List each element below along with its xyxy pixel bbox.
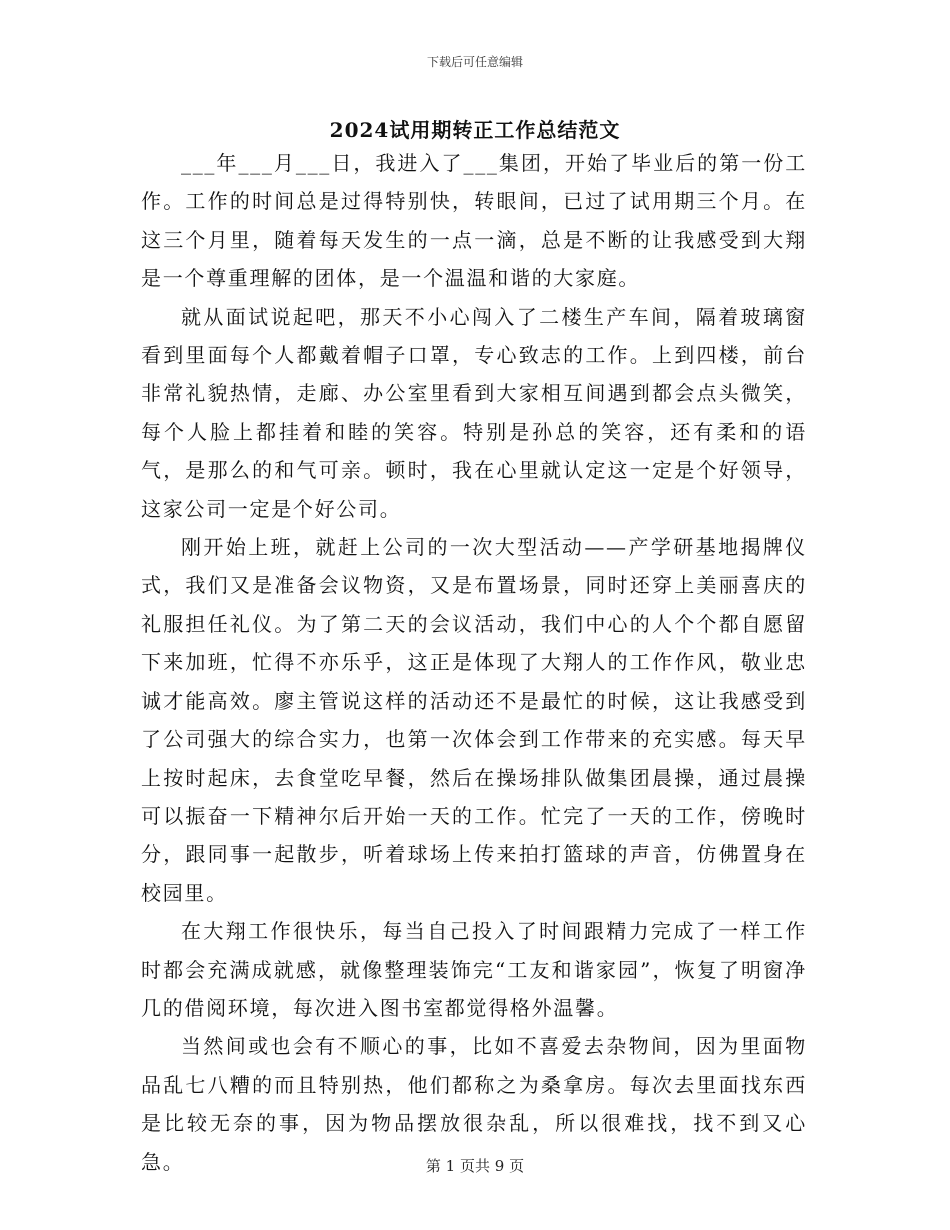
paragraph: 刚开始上班，就赶上公司的一次大型活动——产学研基地揭牌仪式，我们又是准备会议物资，又是布置场景，同时还穿上美丽喜庆的礼服担任礼仪。为了第二天的会议活动，我们中心的人个个都自愿留下来加班，忙得不亦乐乎，这正是体现了大翔人的工作作风，敬业忠诚才能高效。廖主管说这样的活动还不是最忙的时候，这让我感受到了公司强大的综合实力，也第一次体会到工作带来的充实感。每天早上按时起床，去食堂吃早餐，然后在操场排队做集团晨操，通过晨操可以振奋一下精神尔后开始一天的工作。忙完了一天的工作，傍晚时分，跟同事一起散步，听着球场上传来拍打篮球的声音，仿佛置身在校园里。 <box>141 535 807 905</box>
paragraph: 在大翔工作很快乐，每当自己投入了时间跟精力完成了一样工作时都会充满成就感，就像整理装饰完“工友和谐家园”，恢复了明窗净几的借阅环境，每次进入图书室都觉得格外温馨。 <box>141 919 807 1020</box>
paragraph: 就从面试说起吧，那天不小心闯入了二楼生产车间，隔着玻璃窗看到里面每个人都戴着帽子口罩，专心致志的工作。上到四楼，前台非常礼貌热情，走廊、办公室里看到大家相互间遇到都会点头微笑，每个人脸上都挂着和睦的笑容。特别是孙总的笑容，还有柔和的语气，是那么的和气可亲。顿时，我在心里就认定这一定是个好领导，这家公司一定是个好公司。 <box>141 304 807 521</box>
page-number-footer: 第 1 页共 9 页 <box>425 1157 525 1175</box>
document-body <box>141 144 807 1181</box>
header-note: 下载后可任意编辑 <box>426 55 523 69</box>
paragraph: ___年___月___日，我进入了___集团，开始了毕业后的第一份工作。工作的时间总是过得特别快，转眼间，已过了试用期三个月。在这三个月里，随着每天发生的一点一滴，总是不断的让我感受到大翔是一个尊重理解的团体，是一个温温和谐的大家庭。 <box>141 151 807 291</box>
paragraph: 当然间或也会有不顺心的事，比如不喜爱去杂物间，因为里面物品乱七八糟的而且特别热，他们都称之为桑拿房。每次去里面找东西是比较无奈的事，因为物品摆放很杂乱，所以很难找，找不到又心急。 <box>141 1034 807 1174</box>
document-title: 2024试用期转正工作总结范文 <box>329 118 621 142</box>
